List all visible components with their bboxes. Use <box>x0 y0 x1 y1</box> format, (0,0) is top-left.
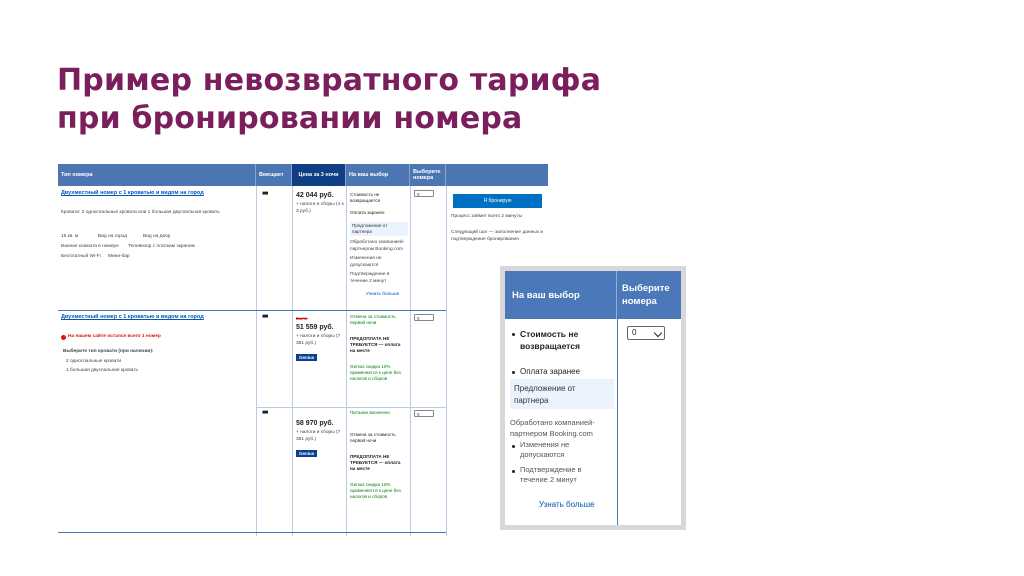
alert-icon <box>61 335 66 340</box>
bed-choice-title: Выберите тип кровати (при наличии): <box>63 349 154 354</box>
bed-option-1[interactable]: 2 односпальные кровати <box>66 359 122 364</box>
header-choice: На ваш выбор <box>346 164 410 186</box>
amenity-tv: Телевизор с плоским экраном <box>128 244 195 249</box>
table-header <box>58 164 548 186</box>
amenity-area: 15 кв. м <box>61 234 79 239</box>
inset-divider <box>617 319 618 525</box>
price-1: 42 044 руб. <box>296 192 334 199</box>
bullet-icon <box>512 470 515 473</box>
condition-cancel-2: Отмена за стоимость первой ночи <box>350 314 396 325</box>
header-price[interactable]: Цена за 3 ночи <box>292 164 346 186</box>
slide-title-line2: при бронировании номера <box>57 101 523 136</box>
condition-meal-3: Питание включено <box>350 410 390 415</box>
condition-nonrefundable: Стоимость не возвращается <box>350 192 381 203</box>
zoomed-inset <box>500 266 686 530</box>
grid-line <box>446 186 447 536</box>
partner-offer-box: Предложение от партнера <box>350 222 408 236</box>
amenity-minibar: Мини-бар <box>108 254 130 259</box>
chevron-down-icon <box>654 329 662 337</box>
inset-select-value: 0 <box>632 328 637 337</box>
header-room-type: Тип номера <box>58 164 256 186</box>
amenity-yard: Вид на двор <box>143 234 171 239</box>
condition-cancel-3: Отмена за стоимость первой ночи <box>350 432 396 443</box>
price-3: 58 970 руб. <box>296 420 334 427</box>
inset-header-choice: На ваш выбор <box>505 271 617 319</box>
inset-nonrefundable: Стоимость не возвращается <box>520 329 580 351</box>
price-note-3: + налоги и сборы (7 381 руб.) <box>296 430 341 442</box>
old-price-2: Было <box>296 316 308 321</box>
room-link-1[interactable]: Двухместный номер с 1 кроватью и видом на город <box>61 190 204 196</box>
partner-note: Обработано компанией-партнером Booking.com <box>350 240 405 252</box>
room-quantity-select-2[interactable]: 0 <box>414 314 434 321</box>
inset-prepay: Оплата заранее <box>520 367 581 376</box>
price-note-2: + налоги и сборы (7 381 руб.) <box>296 334 341 346</box>
amenity-bath: Ванная комната в номере <box>61 244 119 249</box>
grid-line <box>256 186 257 536</box>
header-capacity: Вмещает <box>256 164 292 186</box>
inset-learn-more-link[interactable]: Узнать больше <box>539 500 595 509</box>
inset-header-select: Выберите номера <box>622 283 670 307</box>
row-divider <box>58 310 446 311</box>
inset-confirmation: Подтверждение в течение 2 минут <box>520 465 582 484</box>
book-button[interactable]: Я бронирую <box>453 194 542 208</box>
row-divider <box>256 407 446 408</box>
inset-content <box>505 271 681 525</box>
bullet-icon <box>512 333 515 336</box>
amenity-wifi: Бесплатный Wi-Fi <box>61 254 101 259</box>
booking-table-screenshot <box>58 164 548 536</box>
row-divider <box>58 532 446 533</box>
slide-title <box>57 62 601 138</box>
slide-title-line1: Пример невозвратного тарифа <box>57 63 602 98</box>
two-guests-icon: ■■ <box>262 314 268 320</box>
room-quantity-select-3[interactable]: 0 <box>414 410 434 417</box>
price-note-1: + налоги и сборы (4 к 3 руб.) <box>296 202 344 214</box>
learn-more-link-1[interactable]: Узнать больше <box>366 292 400 297</box>
availability-alert: На нашем сайте остался всего 1 номер <box>68 334 161 339</box>
price-2: 51 559 руб. <box>296 324 334 331</box>
condition-genius-3: Genius скидка 10% применяется к цене без налогов и сборов <box>350 482 401 499</box>
bed-option-2[interactable]: 1 большая двуспальная кровать <box>66 368 139 373</box>
inset-partner-offer: Предложение от партнера <box>514 384 576 405</box>
inset-header <box>505 271 681 319</box>
grid-line <box>292 186 293 536</box>
amenity-view: Вид на город <box>98 234 128 239</box>
header-select: Выберите номера <box>410 164 446 186</box>
two-guests-icon: ■■ <box>262 410 268 416</box>
bullet-icon <box>512 371 515 374</box>
room-link-2[interactable]: Двухместный номер с 1 кроватью и видом на город <box>61 314 204 320</box>
bed-info-1: Кровати: 2 односпальные кровати или 1 большая двуспальная кровать <box>61 210 220 215</box>
condition-nopay-2: ПРЕДОПЛАТА НЕ ТРЕБУЕТСЯ — оплата на месте <box>350 336 401 353</box>
sub-condition-1: Изменения не допускаются <box>350 256 382 268</box>
side-note-1: Процесс займет всего 2 минуты <box>451 214 523 219</box>
room-quantity-select-1[interactable]: 0 <box>414 190 434 197</box>
sub-condition-2: Подтверждение в течение 2 минут <box>350 272 390 284</box>
inset-processed-by: Обработано компанией-партнером Booking.com <box>510 418 595 438</box>
bullet-icon <box>512 445 515 448</box>
grid-line <box>410 186 411 536</box>
side-note-2: Следующий шаг — заполнение данных и подтверждение бронирования <box>451 230 544 242</box>
grid-line <box>346 186 347 536</box>
inset-room-select[interactable] <box>627 326 665 340</box>
genius-badge-3: Genius <box>296 450 317 457</box>
genius-badge-2: Genius <box>296 354 317 361</box>
inset-no-changes: Изменения не допускаются <box>520 440 570 459</box>
condition-prepay: Оплата заранее <box>350 210 385 215</box>
condition-genius-2: Genius скидка 10% применяется к цене без налогов и сборов <box>350 364 401 381</box>
two-guests-icon: ■■ <box>262 191 268 197</box>
condition-nopay-3: ПРЕДОПЛАТА НЕ ТРЕБУЕТСЯ — оплата на месте <box>350 454 401 471</box>
